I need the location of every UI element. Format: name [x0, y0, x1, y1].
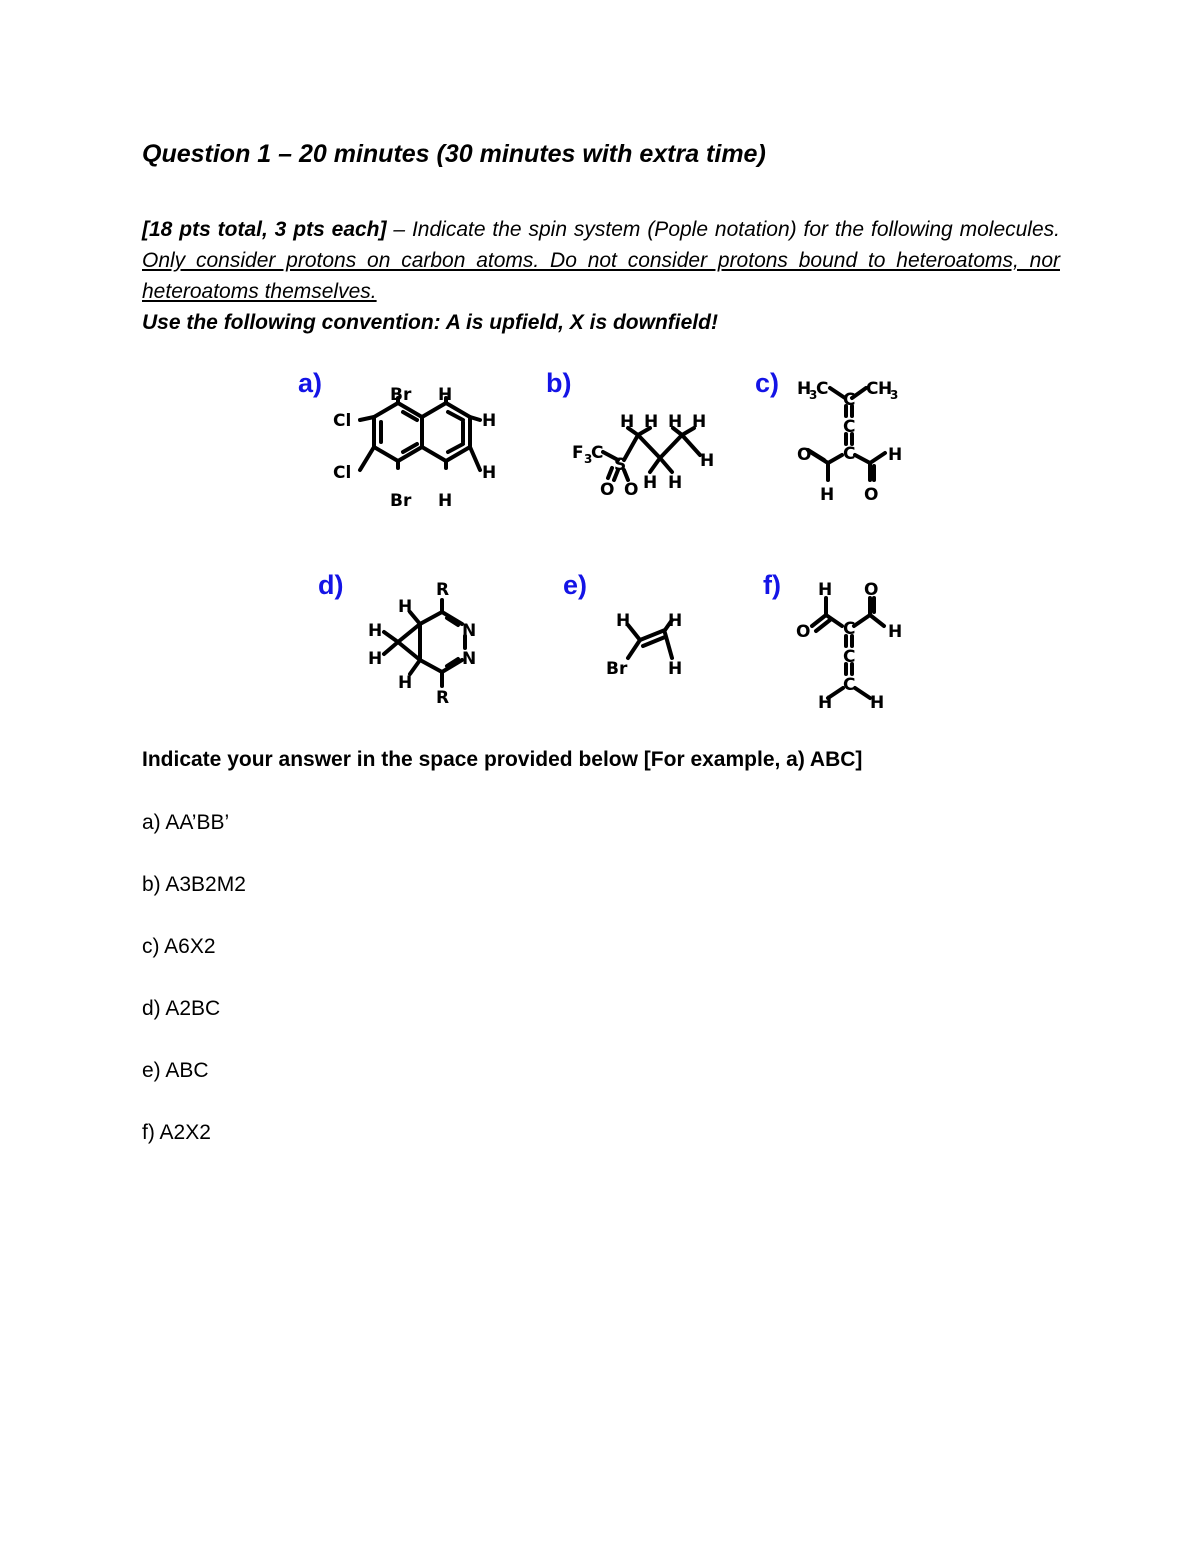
question-instructions	[142, 214, 1060, 338]
atom-b-h3: H	[668, 412, 683, 432]
atom-f-h1: H	[818, 580, 833, 600]
atom-f-h3: H	[818, 693, 833, 713]
atom-f-c3: C	[843, 675, 856, 695]
atom-c-c3: C	[843, 444, 856, 464]
answer-d: d) A2BC	[142, 997, 221, 1020]
atom-e-h3: H	[668, 659, 683, 679]
atom-d-h1: H	[398, 597, 413, 617]
atom-e-br: Br	[606, 659, 628, 679]
atom-c-h3c-h: H	[797, 379, 812, 399]
instruction-text: – Indicate the spin system (Pople notation) for the following molecules.	[386, 218, 1060, 241]
atom-b-s: S	[614, 455, 627, 475]
atom-f-c2: C	[843, 647, 856, 667]
atom-d-n2: N	[462, 649, 477, 669]
label-e: e)	[563, 570, 588, 600]
atom-b-h5: H	[700, 451, 715, 471]
label-f: f)	[763, 570, 781, 600]
atom-a-br-bottom: Br	[390, 491, 412, 511]
atom-a-h-top: H	[438, 385, 453, 405]
answer-b: b) A3B2M2	[142, 873, 246, 896]
atom-a-br-top: Br	[390, 385, 412, 405]
atom-f-o1: O	[864, 580, 879, 600]
atom-b-c: C	[591, 443, 604, 463]
atom-e-h2: H	[668, 611, 683, 631]
molecule-d-structure	[384, 600, 465, 686]
atom-c-h1: H	[888, 445, 903, 465]
atom-d-r2: R	[436, 688, 450, 708]
answer-a: a) AA’BB’	[142, 811, 230, 834]
question-title: Question 1 – 20 minutes (30 minutes with extra time)	[142, 140, 766, 168]
atom-c-c1: C	[843, 390, 856, 410]
atom-f-h2: H	[888, 622, 903, 642]
atom-b-h2: H	[644, 412, 659, 432]
points-text: [18 pts total, 3 pts each]	[142, 218, 387, 241]
atom-b-o1: O	[600, 480, 615, 500]
label-a: a)	[298, 368, 323, 398]
atom-a-h-bottom: H	[438, 491, 453, 511]
label-b: b)	[546, 368, 572, 398]
atom-b-o2: O	[624, 480, 639, 500]
label-c: c)	[755, 368, 780, 398]
atom-e-h1: H	[616, 611, 631, 631]
atom-b-h7: H	[668, 473, 683, 493]
atom-c-o2: O	[864, 485, 879, 505]
atom-b-h1: H	[620, 412, 635, 432]
atom-c-ch3-sub: 3	[890, 388, 899, 402]
atom-b-h4: H	[692, 412, 707, 432]
atom-d-h4: H	[398, 673, 413, 693]
atom-f-c1: C	[843, 619, 856, 639]
underlined-note: Only consider protons on carbon atoms. Do not consider protons bound to heteroatoms, nor heteroatoms themselves.	[142, 249, 1060, 303]
answer-f: f) A2X2	[142, 1121, 211, 1144]
convention-text: Use the following convention: A is upfield, X is downfield!	[142, 311, 718, 334]
atom-c-h3c-sub: 3	[809, 388, 818, 402]
atom-d-h3: H	[368, 649, 383, 669]
atom-c-ch3-h: H	[878, 379, 893, 399]
atom-b-sub3: 3	[584, 452, 593, 466]
atom-d-h2: H	[368, 621, 383, 641]
atom-b-h6: H	[643, 473, 658, 493]
atom-a-h-right2: H	[482, 463, 497, 483]
atom-f-o2: O	[796, 622, 811, 642]
answer-e: e) ABC	[142, 1059, 209, 1082]
atom-f-h4: H	[870, 693, 885, 713]
atom-c-h3c-c: C	[816, 379, 829, 399]
atom-a-h-right1: H	[482, 411, 497, 431]
answers-intro: Indicate your answer in the space provided below [For example, a) ABC]	[142, 748, 863, 771]
atom-c-o1: O	[797, 445, 812, 465]
atom-d-n1: N	[462, 621, 477, 641]
answer-c: c) A6X2	[142, 935, 216, 958]
molecule-a-structure	[360, 398, 480, 470]
atom-c-c2: C	[843, 417, 856, 437]
atom-d-r1: R	[436, 580, 450, 600]
label-d: d)	[318, 570, 344, 600]
molecule-structures	[0, 360, 1200, 720]
atom-a-cl-2: Cl	[333, 463, 352, 483]
atom-c-ch3-c: C	[866, 379, 879, 399]
atom-c-h2: H	[820, 485, 835, 505]
molecule-e-structure	[628, 620, 672, 658]
atom-a-cl-1: Cl	[333, 411, 352, 431]
atom-b-f: F	[572, 443, 584, 463]
